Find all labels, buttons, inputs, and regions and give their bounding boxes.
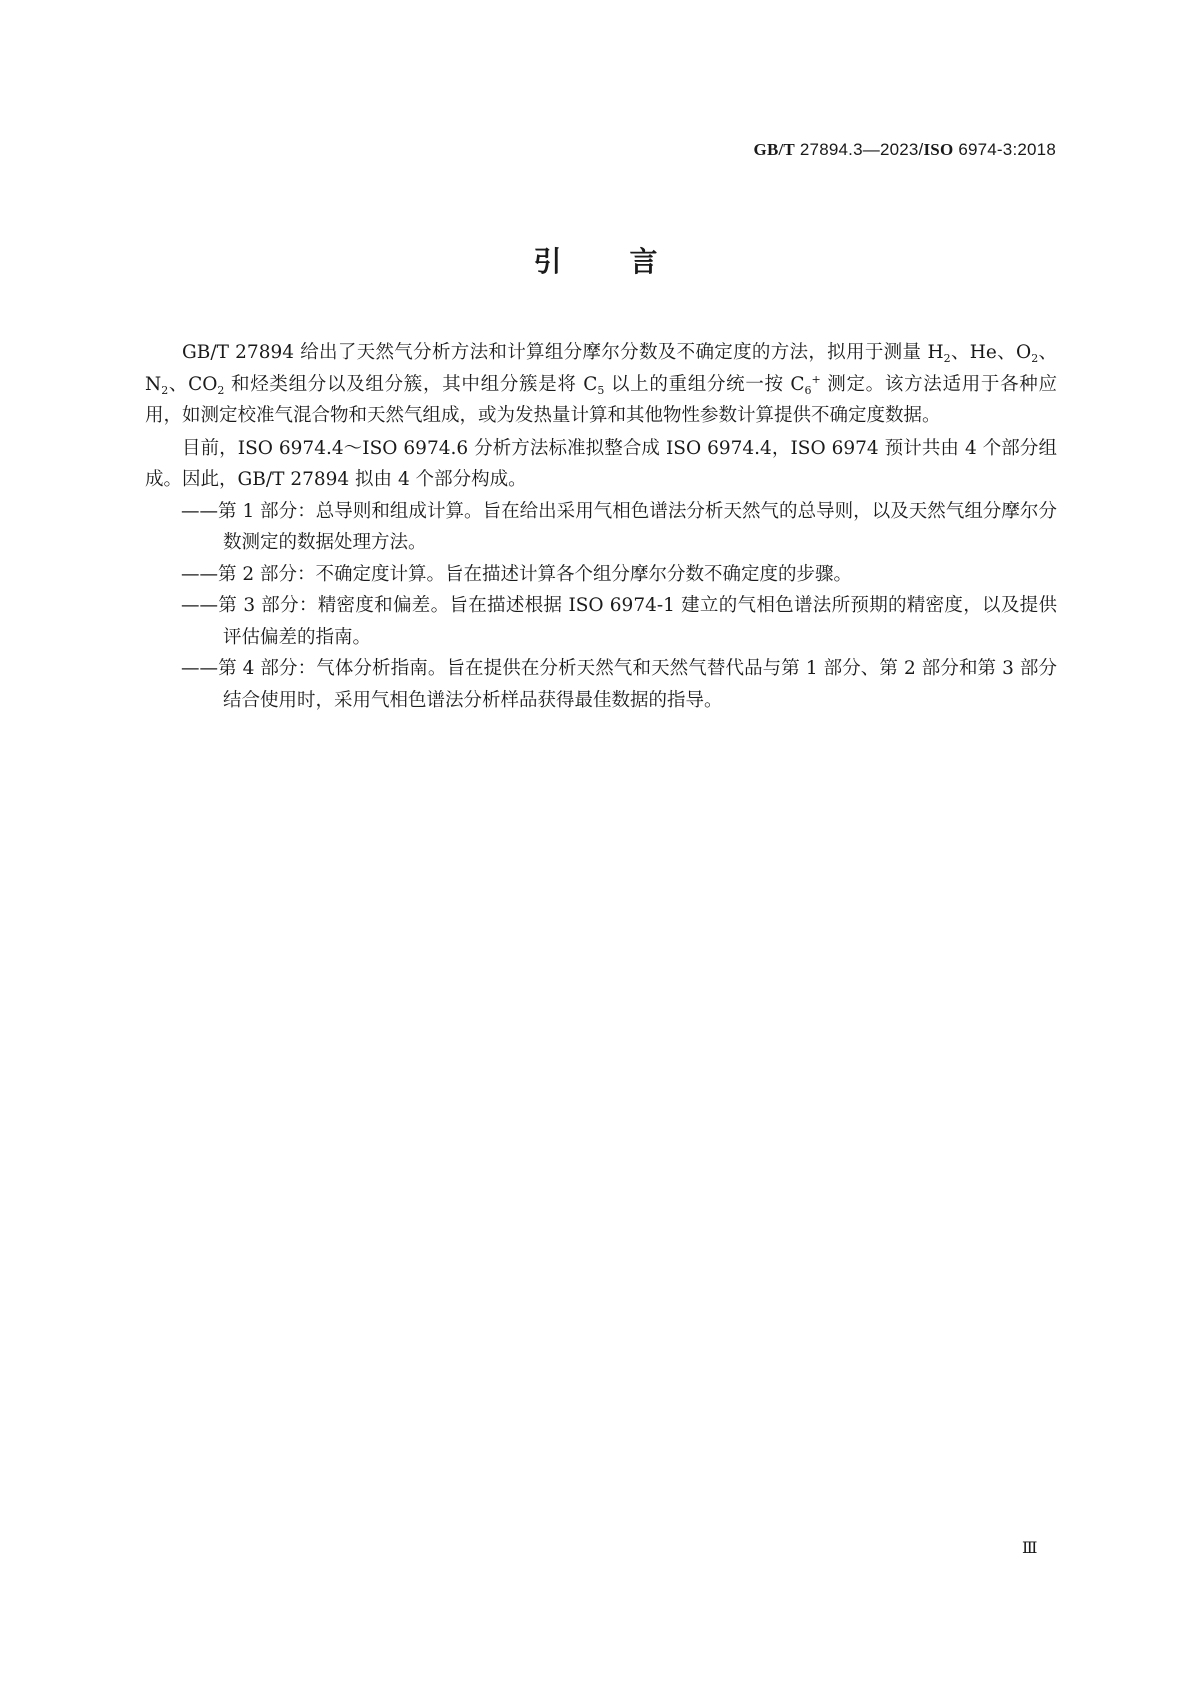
body-content xyxy=(145,337,1057,716)
superscript: + xyxy=(811,372,821,386)
subscript: 2 xyxy=(1031,352,1039,365)
subscript: 2 xyxy=(161,383,169,397)
list-item: ——第 2 部分：不确定度计算。旨在描述计算各个组分摩尔分数不确定度的步骤。 xyxy=(181,563,853,585)
parts-list xyxy=(145,496,1057,717)
text-run: 以上的重组分统一按 C xyxy=(604,373,805,395)
subscript: 2 xyxy=(217,383,225,397)
paragraph-intro xyxy=(145,337,1057,432)
iso-number: 6974-3:2018 xyxy=(953,140,1056,159)
list-item: ——第 3 部分：精密度和偏差。旨在描述根据 ISO 6974-1 建立的气相色谱法所预期的精密度，以及提供评估偏差的指南。 xyxy=(181,595,1057,648)
std-number: 27894.3—2023/ xyxy=(794,140,924,159)
page-number: Ⅲ xyxy=(1022,1538,1038,1557)
page-title: 引言 xyxy=(533,245,726,278)
text-run: 、N xyxy=(145,342,1058,395)
text-run: 测定。该方法适用于各种应用，如测定校准气混合物和天然气组成，或为发热量计算和其他物性参数计算提供不确定度数据。 xyxy=(145,373,1057,426)
list-item: ——第 4 部分：气体分析指南。旨在提供在分析天然气和天然气替代品与第 1 部分、第 2 部分和第 3 部分结合使用时，采用气相色谱法分析样品获得最佳数据的指导。 xyxy=(181,658,1057,711)
subscript: 2 xyxy=(943,352,951,365)
standard-header xyxy=(754,140,1056,160)
text-run: GB/T 27894 给出了天然气分析方法和计算组分摩尔分数及不确定度的方法，拟用于测量 H xyxy=(182,342,944,363)
list-item: ——第 1 部分：总导则和组成计算。旨在给出采用气相色谱法分析天然气的总导则，以及天然气组分摩尔分数测定的数据处理方法。 xyxy=(181,500,1057,553)
subscript: 6 xyxy=(804,383,812,397)
text-run: 、CO xyxy=(168,373,218,395)
text-run: 、He、O xyxy=(950,342,1032,363)
text-run: 和烃类组分以及组分簇，其中组分簇是将 C xyxy=(224,373,598,395)
paragraph-structure: 目前，ISO 6974.4～ISO 6974.6 分析方法标准拟整合成 ISO 6974.4，ISO 6974 预计共由 4 个部分组成。因此，GB/T 27894 拟由 4 个部分构成。 xyxy=(145,437,1057,490)
iso-prefix: ISO xyxy=(923,140,954,159)
std-prefix: GB/T xyxy=(753,140,795,159)
subscript: 5 xyxy=(597,383,605,397)
